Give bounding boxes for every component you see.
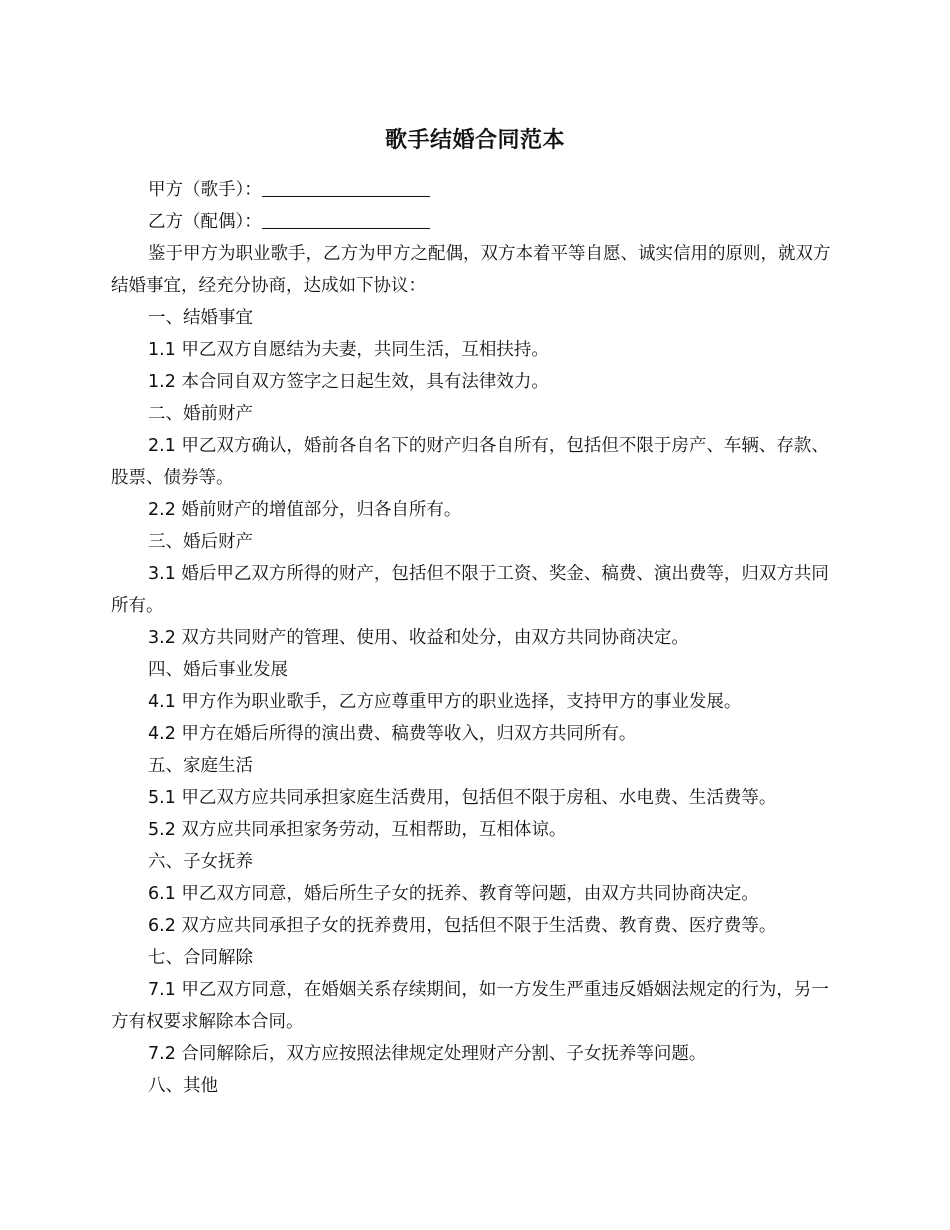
section-heading-7: 七、合同解除	[148, 948, 253, 968]
section-heading-4: 四、婚后事业发展	[148, 660, 288, 680]
clause-7-2: 7.2 合同解除后，双方应按照法律规定处理财产分割、子女抚养等问题。	[148, 1044, 707, 1064]
clause-3-1: 3.1 婚后甲乙双方所得的财产，包括但不限于工资、奖金、稿费、演出费等，归双方共同所有。	[111, 564, 829, 616]
clause-6-2: 6.2 双方应共同承担子女的抚养费用，包括但不限于生活费、教育费、医疗费等。	[148, 916, 777, 936]
party-a-label: 甲方（歌手）：	[148, 180, 262, 200]
section-heading-8: 八、其他	[148, 1076, 218, 1096]
section-heading-5: 五、家庭生活	[148, 756, 253, 776]
clause-4-1: 4.1 甲方作为职业歌手，乙方应尊重甲方的职业选择，支持甲方的事业发展。	[148, 692, 742, 712]
clause-7-1: 7.1 甲乙双方同意，在婚姻关系存续期间，如一方发生严重违反婚姻法规定的行为，另一方有权要求解除本合同。	[111, 980, 829, 1032]
section-heading-3: 三、婚后财产	[148, 532, 253, 552]
clause-2-1: 2.1 甲乙双方确认，婚前各自名下的财产归各自所有，包括但不限于房产、车辆、存款、股票、债券等。	[111, 436, 829, 488]
clause-5-2: 5.2 双方应共同承担家务劳动，互相帮助，互相体谅。	[148, 820, 567, 840]
party-a-line	[111, 174, 841, 206]
section-heading-2: 二、婚前财产	[148, 404, 253, 424]
party-b-line	[111, 206, 841, 238]
clause-1-2: 1.2 本合同自双方签字之日起生效，具有法律效力。	[148, 372, 549, 392]
clause-6-1: 6.1 甲乙双方同意，婚后所生子女的抚养、教育等问题，由双方共同协商决定。	[148, 884, 759, 904]
section-heading-6: 六、子女抚养	[148, 852, 253, 872]
clause-5-1: 5.1 甲乙双方应共同承担家庭生活费用，包括但不限于房租、水电费、生活费等。	[148, 788, 777, 808]
clause-4-2: 4.2 甲方在婚后所得的演出费、稿费等收入，归双方共同所有。	[148, 724, 637, 744]
clause-1-1: 1.1 甲乙双方自愿结为夫妻，共同生活，互相扶持。	[148, 340, 549, 360]
clause-3-2: 3.2 双方共同财产的管理、使用、收益和处分，由双方共同协商决定。	[148, 628, 689, 648]
document-body	[111, 174, 841, 1102]
clause-2-2: 2.2 婚前财产的增值部分，归各自所有。	[148, 500, 462, 520]
party-b-label: 乙方（配偶）：	[148, 212, 262, 232]
party-a-blank	[262, 178, 430, 197]
section-heading-1: 一、结婚事宜	[148, 308, 253, 328]
party-b-blank	[262, 210, 430, 229]
preamble-paragraph: 鉴于甲方为职业歌手，乙方为甲方之配偶，双方本着平等自愿、诚实信用的原则，就双方结婚事宜，经充分协商，达成如下协议：	[111, 244, 831, 296]
document-title: 歌手结婚合同范本	[384, 128, 565, 153]
